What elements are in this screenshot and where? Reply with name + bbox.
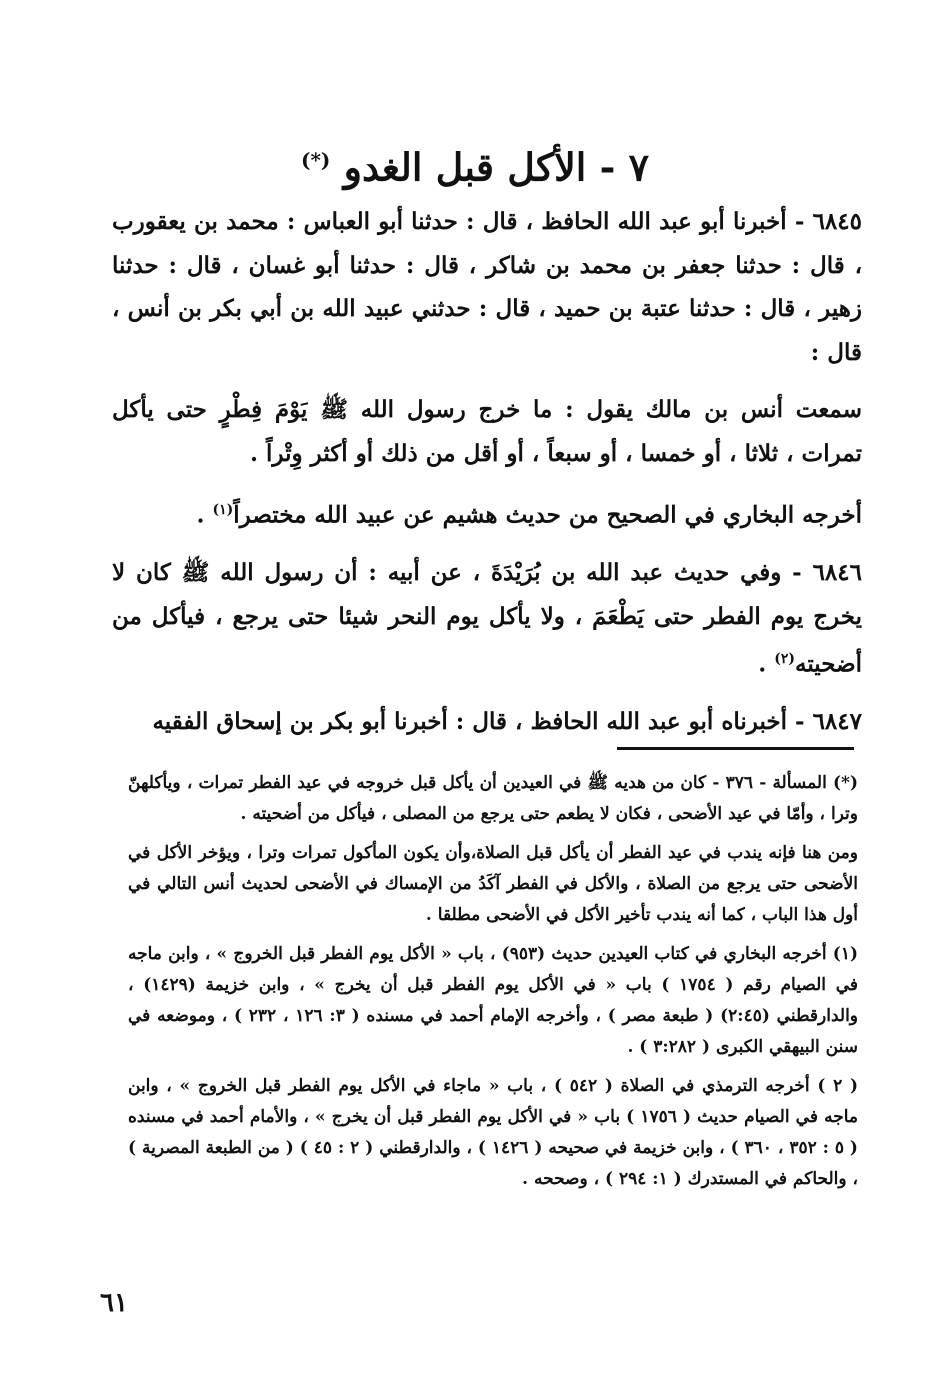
- page-number: ٦١: [100, 1288, 128, 1318]
- footnote-issue-continued: ومن هنا فإنه يندب في عيد الفطر أن يأكل قبل الصلاة،وأن يكون المأكول تمرات وترا ، ويؤخر الأكل في الأضحى حتى يرجع من الصلاة ، والأكل في الفطر آكَدُ من الإمساك في الأضحى لحديث أنس التالي في أول هذا الباب ، كما أنه يندب تأخير الأكل في الأضحى مطلقا .: [128, 843, 858, 925]
- hadith-6845-text: سمعت أنس بن مالك يقول : ما خرج رسول الله ﷺ يَوْمَ فِطْرٍ حتى يأكل تمرات ، ثلاثا ، أو خمسا ، أو سبعاً ، أو أقل من ذلك أو أكثر وِتْراً .: [112, 396, 862, 467]
- hadith-6845-chain: ٦٨٤٥ - أخبرنا أبو عبد الله الحافظ ، قال : حدثنا أبو العباس : محمد بن يعقورب ، قال : حدثنا جعفر بن محمد بن شاكر ، قال : حدثنا أبو غسان ، قال : حدثنا زهير ، قال : حدثنا عتبة بن حميد ، قال : حدثني عبيد الله بن أبي بكر بن أنس ، قال :: [112, 208, 862, 366]
- footnote-2: ( ٢ ) أخرجه الترمذي في الصلاة ( ٥٤٢ ) ، باب « ماجاء في الأكل يوم الفطر قبل الخروج » ، وابن ماجه في الصيام حديث ( ١٧٥٦ ) باب « في الأكل يوم الفطر قبل أن يخرج » ، والأمام أحمد في مسنده ( ٥ : ٣٥٢ ، ٣٦٠ ) ، وابن خزيمة في صحيحه ( ١٤٢٦ ) ، والدارقطني ( ٢ : ٤٥ ) ( من الطبعة المصرية ) ، والحاكم في المستدرك ( ١: ٢٩٤ ) ، وصححه .: [128, 1076, 858, 1189]
- footnote-ref-1: (١): [212, 502, 234, 518]
- footnote-ref-2: (٢): [774, 651, 796, 668]
- chapter-footnote-marker: (*): [300, 148, 331, 172]
- chapter-title-text: ٧ - الأكل قبل الغدو: [343, 144, 649, 190]
- takhrij-bukhari: [112, 489, 862, 537]
- hadith-6846-text: ٦٨٤٦ - وفي حديث عبد الله بن بُرَيْدَةَ ، عن أبيه : أن رسول الله ﷺ كان لا يخرج يوم الفطر حتى يَطْعَمَ ، ولا يأكل يوم النحر شيئا حتى يرجع ، فيأكل من أضحيته: [112, 559, 862, 678]
- hadith-6847-chain: ٦٨٤٧ - أخبرناه أبو عبد الله الحافظ ، قال : أخبرنا أبو بكر بن إسحاق الفقيه: [152, 708, 862, 736]
- takhrij-bukhari-text: أخرجه البخاري في الصحيح من حديث هشيم عن عبيد الله مختصراً: [233, 501, 862, 529]
- takhrij-bukhari-end: .: [196, 501, 213, 529]
- chapter-title: [100, 130, 850, 198]
- footnotes: [128, 768, 858, 1203]
- footnote-issue: (*) المسألة - ٣٧٦ - كان من هديه ﷺ في العيدين أن يأكل قبل خروجه في عيد الفطر تمرات ، ويأكلهنّ وترا ، وأمّا في عيد الأضحى ، فكان لا يطعم حتى يرجع من المصلى ، فيأكل من أضحيته .: [128, 773, 858, 824]
- footnote-separator: [617, 747, 854, 750]
- hadith-6846: [112, 551, 862, 686]
- main-text: [112, 200, 862, 758]
- hadith-6846-end: .: [758, 650, 775, 678]
- footnote-1: (١) أخرجه البخاري في كتاب العيدين حديث (٩٥٣) ، باب « الأكل يوم الفطر قبل الخروج » ، وابن ماجه في الصيام رقم ( ١٧٥٤ ) باب « في الأكل يوم الفطر قبل أن يخرج » ، وابن خزيمة (١٤٢٩) ، والدارقطني (٢:٤٥) ( طبعة مصر ) ، وأخرجه الإمام أحمد في مسنده ( ٣: ١٢٦ ، ٢٣٢ ) ، وموضعه في سنن البيهقي الكبرى ( ٣:٢٨٢ ) .: [128, 944, 859, 1057]
